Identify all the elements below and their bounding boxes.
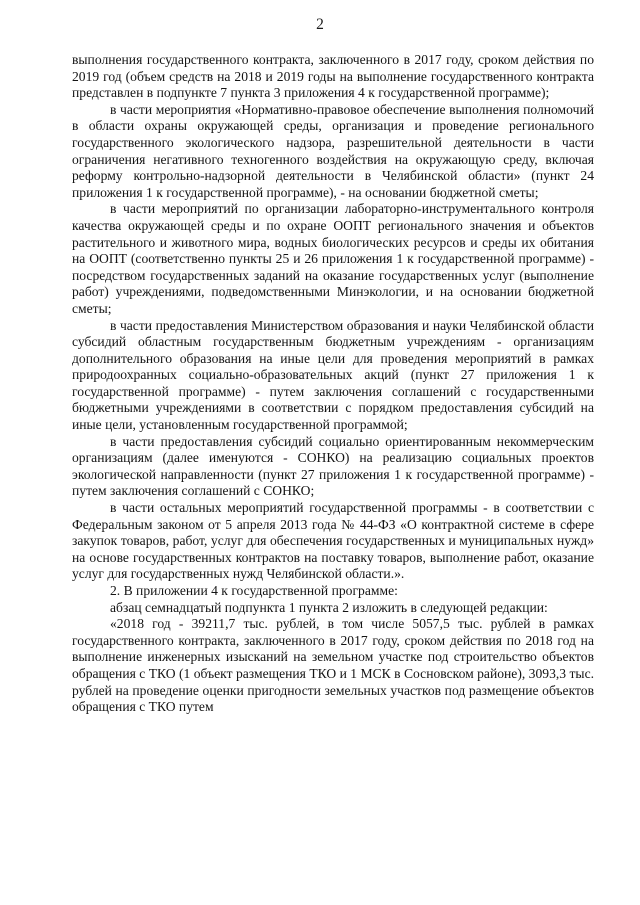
page-number: 2 bbox=[316, 16, 324, 33]
paragraph-amendment-text: «2018 год - 39211,7 тыс. рублей, в том числе 5057,5 тыс. рублей в рамках государственного контракта, заключенного в 2017 году, сроком действия по 2018 год на выполнение инженерных изысканий на земельном участке под строительство объектов обращения с ТКО (1 объект размещения ТКО и 1 МСК в Сосновском районе), 3093,3 тыс. рублей на проведение оценки пригодности земельных участков под размещение объектов обращения с ТКО путем bbox=[72, 616, 594, 715]
paragraph-other-activities: в части остальных мероприятий государственной программы - в соответствии с Федеральным законом от 5 апреля 2013 года № 44-ФЗ «О контрактной системе в сфере закупок товаров, работ, услуг для обеспечения государственных и муниципальных нужд» на основе государственных контрактов на поставку товаров, выполнение работ, оказание услуг для государственных нужд Челябинской области.». bbox=[72, 500, 594, 582]
paragraph-sonko-subsidies: в части предоставления субсидий социально ориентированным некоммерческим организациям (далее именуются - СОНКО) на реализацию социальных проектов экологической направленности (пункт 27 приложения 1 к государственной программе) - путем заключения соглашений с СОНКО; bbox=[72, 433, 594, 499]
paragraph-laboratory-control: в части мероприятий по организации лабораторно-инструментального контроля качества окружающей среды и по охране ООПТ регионального значения и объектов растительного и животного мира, водных биологических ресурсов и среды их обитания на ООПТ (соответственно пункты 25 и 26 приложения 1 к государственной программе) - посредством государственных заданий на оказание государственных услуг (выполнение работ) учреждениями, подведомственными Минэкологии, и на основании бюджетной сметы; bbox=[72, 201, 594, 316]
document-body bbox=[72, 52, 594, 716]
paragraph-continuation: выполнения государственного контракта, заключенного в 2017 году, сроком действия по 2019 год (объем средств на 2018 и 2019 годы на выполнение государственного контракта представлен в подпункте 7 пункта 3 приложения 4 к государственной программе); bbox=[72, 52, 594, 101]
paragraph-item-2: 2. В приложении 4 к государственной программе: bbox=[110, 583, 398, 598]
paragraph-amendment-intro: абзац семнадцатый подпункта 1 пункта 2 изложить в следующей редакции: bbox=[110, 599, 548, 615]
paragraph-normative-support: в части мероприятия «Нормативно-правовое обеспечение выполнения полномочий в области охраны окружающей среды, организация и проведение регионального государственного экологического надзора, разрешительной деятельности в части ограничения негативного техногенного воздействия на окружающую среду, включая реформу контрольно-надзорной деятельности в Челябинской области» (пункт 24 приложения 1 к государственной программе), - на основании бюджетной сметы; bbox=[72, 101, 594, 200]
paragraph-education-subsidies: в части предоставления Министерством образования и науки Челябинской области субсидий областным государственным бюджетным учреждениям - организациям дополнительного образования на иные цели для проведения мероприятий в рамках природоохранных социально-образовательных акций (пункт 27 приложения 1 к государственной программе) - путем заключения соглашений с государственными бюджетными учреждениями в соответствии с порядком предоставления субсидий на иные цели, установленным государственной программой; bbox=[72, 317, 594, 433]
